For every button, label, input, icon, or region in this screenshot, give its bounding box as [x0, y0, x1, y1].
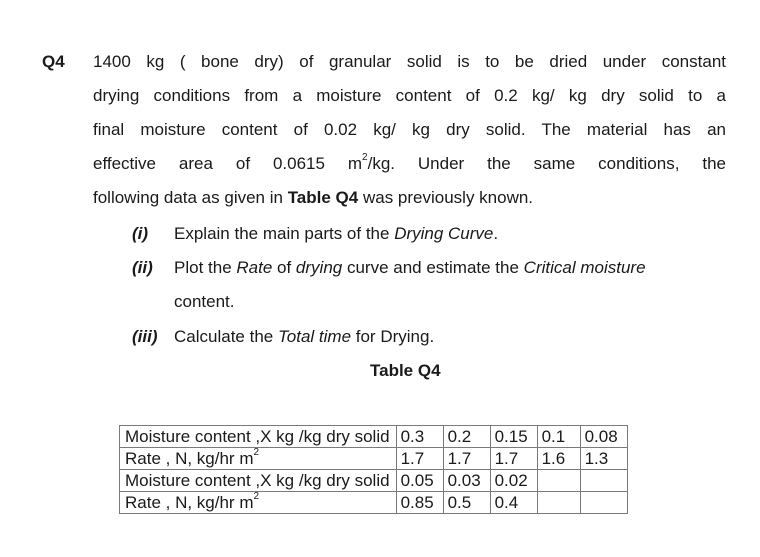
- table-reference: Table Q4: [287, 188, 359, 207]
- table-cell: 0.4: [490, 492, 537, 514]
- table-cell: [580, 470, 627, 492]
- table-caption: Table Q4: [370, 361, 441, 380]
- table-cell: 0.15: [490, 426, 537, 448]
- table-cell: 1.7: [396, 448, 443, 470]
- row-label: Rate , N, kg/hr $m^2$: [120, 492, 397, 514]
- table-cell: 1.3: [580, 448, 627, 470]
- paragraph-line-2: drying conditions from a moisture content of 0.2 kg/ kg dry solid to a: [93, 86, 726, 105]
- part-iii-tag: (iii): [132, 327, 158, 346]
- part-iii-text-before: Calculate the: [174, 327, 278, 346]
- question-number: Q4: [42, 52, 65, 71]
- table-cell: 0.85: [396, 492, 443, 514]
- row-label: Moisture content ,X kg /kg dry solid: [120, 426, 397, 448]
- part-ii-continuation: content.: [174, 292, 235, 311]
- part-iii-text-after: for Drying.: [351, 327, 435, 346]
- part-ii-italic-critical: Critical moisture: [523, 258, 646, 277]
- table-row: [120, 492, 628, 514]
- part-i: [132, 217, 498, 251]
- table-cell: [537, 470, 580, 492]
- paragraph-line-1: 1400 kg ( bone dry) of granular solid is to be dried under constant: [93, 52, 726, 71]
- table-cell: 0.2: [443, 426, 490, 448]
- table-row: [120, 448, 628, 470]
- part-ii-text-before: Plot the: [174, 258, 237, 277]
- part-ii-text-middle2: curve and estimate the: [342, 258, 524, 277]
- part-iii-italic: Total time: [277, 327, 352, 346]
- part-i-tag: (i): [132, 224, 149, 243]
- part-iii: [132, 320, 434, 354]
- label-superscript: 2: [253, 490, 260, 502]
- table-row: [120, 470, 628, 492]
- question-paragraph: [93, 45, 726, 215]
- label-superscript: 2: [253, 446, 260, 458]
- part-ii-text-middle: of: [272, 258, 296, 277]
- table-cell: 0.1: [537, 426, 580, 448]
- paragraph-line-3: final moisture content of 0.02 kg/ kg dry solid. The material has an: [93, 120, 726, 139]
- table-cell: 0.02: [490, 470, 537, 492]
- row-label: Moisture content ,X kg /kg dry solid: [120, 470, 397, 492]
- part-i-text-before: Explain the main parts of the: [174, 224, 395, 243]
- paragraph-line-4: effective area of 0.0615 $m^2/kg$. Under the same conditions, the: [93, 152, 726, 173]
- table-cell: 0.08: [580, 426, 627, 448]
- table-cell: 1.6: [537, 448, 580, 470]
- superscript-2: 2: [362, 152, 368, 164]
- table-cell: 1.7: [490, 448, 537, 470]
- table-row: [120, 426, 628, 448]
- row-label: Rate , N, kg/hr $m^2$: [120, 448, 397, 470]
- table-cell: 0.5: [443, 492, 490, 514]
- part-ii-italic-rate: Rate: [236, 258, 273, 277]
- part-ii-italic-drying: drying: [295, 258, 343, 277]
- table-cell: 0.03: [443, 470, 490, 492]
- line5-suffix: was previously known.: [358, 188, 534, 207]
- part-i-text-after: .: [493, 224, 499, 243]
- table-cell: 0.3: [396, 426, 443, 448]
- part-i-italic: Drying Curve: [394, 224, 494, 243]
- part-ii: [132, 251, 646, 285]
- paragraph-line-5: [93, 181, 726, 215]
- table-cell: 0.05: [396, 470, 443, 492]
- table-cell: [580, 492, 627, 514]
- data-table: [119, 425, 628, 514]
- line5-prefix: following data as given in: [93, 188, 288, 207]
- table-cell: [537, 492, 580, 514]
- table-cell: 1.7: [443, 448, 490, 470]
- part-ii-tag: (ii): [132, 258, 153, 277]
